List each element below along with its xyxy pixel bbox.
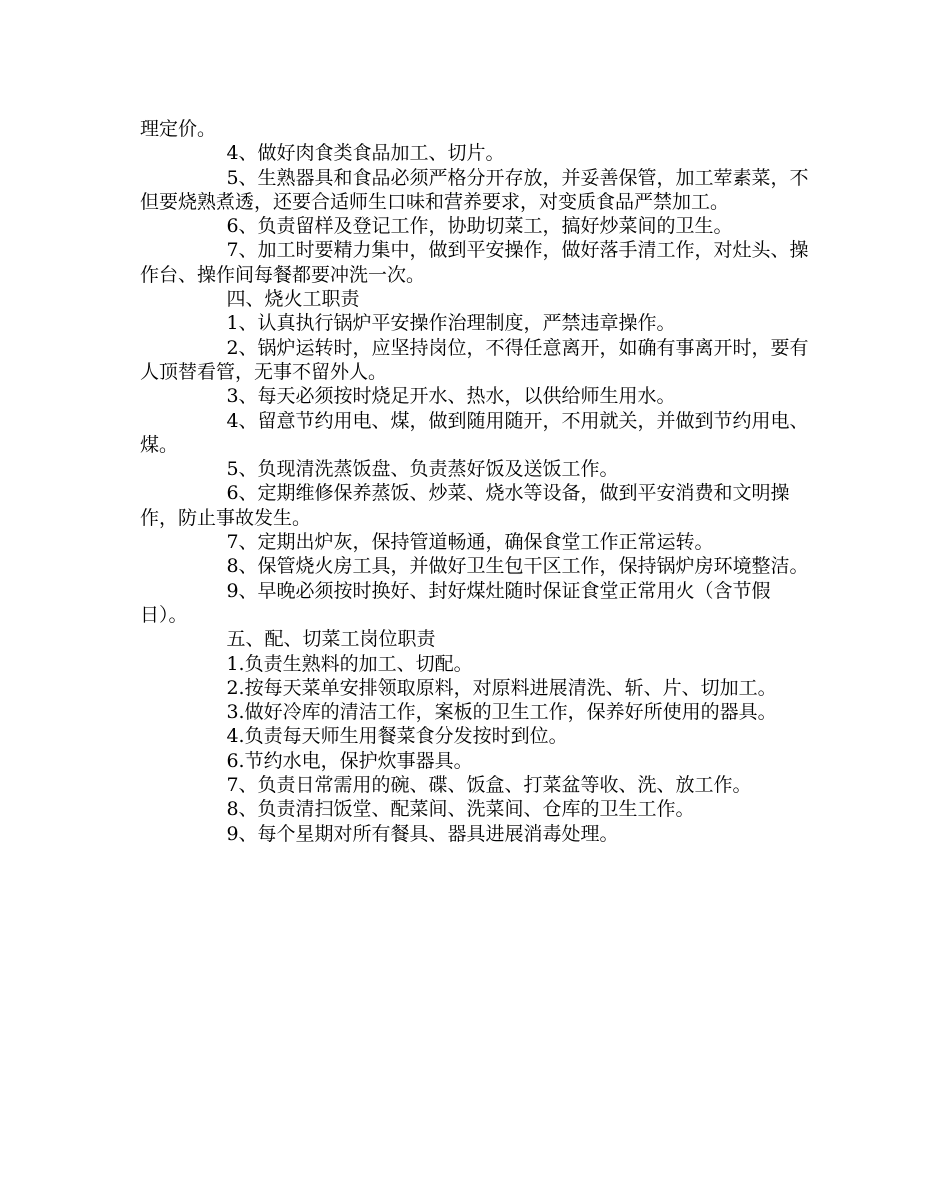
paragraph-item: 9、每个星期对所有餐具、器具进展消毒处理。: [226, 822, 619, 845]
paragraph-item: 1.负责生熟料的加工、切配。: [226, 652, 473, 675]
paragraph-item: 8、负责清扫饭堂、配菜间、洗菜间、仓库的卫生工作。: [226, 798, 695, 821]
paragraph-item: 4.负责每天师生用餐菜食分发按时到位。: [226, 725, 568, 748]
paragraph-item: 4、留意节约用电、煤，做到随用随开，不用就关，并做到节约用电、煤。: [140, 409, 809, 456]
paragraph-item: 3.做好冷库的清洁工作，案板的卫生工作，保养好所使用的器具。: [226, 701, 777, 724]
paragraph-item: 6、定期维修保养蒸饭、炒菜、烧水等设备，做到平安消费和文明操作，防止事故发生。: [140, 482, 790, 529]
document-body: [140, 117, 812, 846]
paragraph-item: 4、做好肉食类食品加工、切片。: [226, 142, 505, 165]
paragraph-item: 9、早晚必须按时换好、封好煤灶随时保证食堂正常用火（含节假日）。: [140, 579, 771, 626]
section-heading: 四、烧火工职责: [226, 288, 360, 311]
paragraph-item: 3、每天必须按时烧足开水、热水，以供给师生用水。: [226, 385, 676, 408]
section-heading: 五、配、切菜工岗位职责: [226, 628, 436, 651]
paragraph-item: 2.按每天菜单安排领取原料，对原料进展清洗、斩、片、切加工。: [226, 676, 777, 699]
paragraph-item: 5、生熟器具和食品必须严格分开存放，并妥善保管，加工荤素菜，不但要烧熟煮透，还要合适师生口味和营养要求，对变质食品严禁加工。: [140, 166, 809, 213]
paragraph-item: 5、负现清洗蒸饭盘、负责蒸好饭及送饭工作。: [226, 458, 619, 481]
paragraph-item: 7、加工时要精力集中，做到平安操作，做好落手清工作，对灶头、操作台、操作间每餐都要冲洗一次。: [140, 239, 809, 286]
paragraph-continuation: 理定价。: [140, 118, 217, 140]
paragraph-item: 2、锅炉运转时，应坚持岗位，不得任意离开，如确有事离开时，要有人顶替看管，无事不留外人。: [140, 336, 809, 383]
paragraph-item: 1、认真执行锅炉平安操作治理制度，严禁违章操作。: [226, 312, 676, 335]
paragraph-item: 7、负责日常需用的碗、碟、饭盒、打菜盆等收、洗、放工作。: [226, 774, 752, 797]
paragraph-item: 8、保管烧火房工具，并做好卫生包干区工作，保持锅炉房环境整洁。: [226, 555, 809, 578]
paragraph-item: 6、负责留样及登记工作，协助切菜工，搞好炒菜间的卫生。: [226, 215, 733, 238]
paragraph-item: 7、定期出炉灰，保持管道畅通，确保食堂工作正常运转。: [226, 531, 714, 554]
paragraph-item: 6.节约水电，保护炊事器具。: [226, 749, 473, 772]
